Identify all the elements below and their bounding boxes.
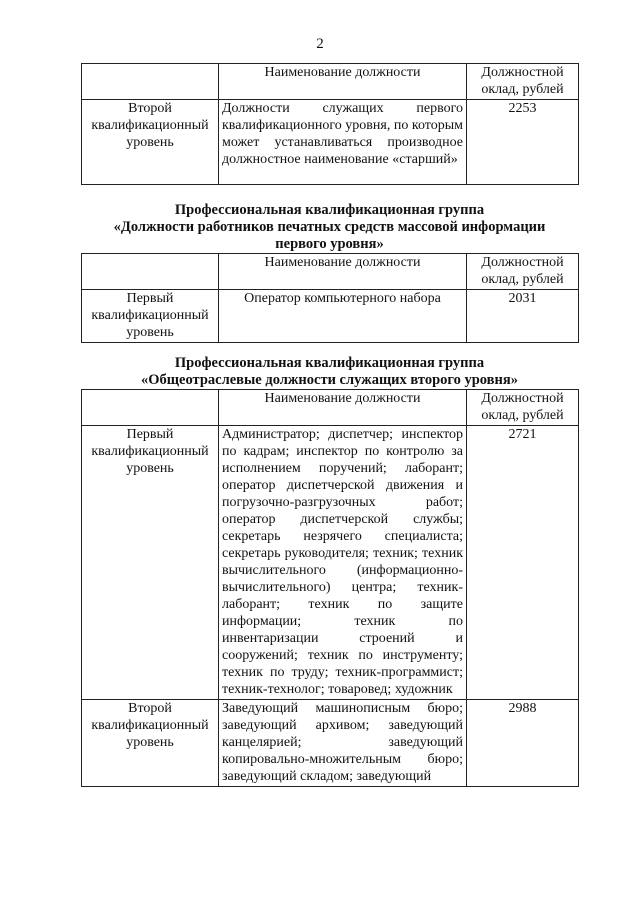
header-name-cell: Наименование должности — [219, 254, 467, 290]
header-salary-cell: Должностной оклад, рублей — [467, 254, 579, 290]
level-cell: Первый квалификационный уровень — [82, 290, 219, 343]
salary-cell: 2031 — [467, 290, 579, 343]
header-name-cell: Наименование должности — [219, 390, 467, 426]
table-section-1 — [81, 63, 579, 185]
level-cell: Первый квалификационный уровень — [82, 426, 219, 700]
page-number: 2 — [316, 36, 324, 52]
header-name-cell: Наименование должности — [219, 64, 467, 100]
header-salary-cell: Должностной оклад, рублей — [467, 64, 579, 100]
level-cell: Второй квалификационный уровень — [82, 700, 219, 787]
table-row — [82, 426, 579, 700]
group-title-section-3 — [81, 355, 578, 389]
table-header-row — [82, 64, 579, 100]
header-level-cell — [82, 64, 219, 100]
table-section-3 — [81, 389, 579, 787]
position-name-cell: Должности служащих первого квалификационного уровня, по которым может устанавливаться производное должностное наименование «старший» — [219, 100, 467, 185]
salary-cell: 2721 — [467, 426, 579, 700]
position-name-cell: Администратор; диспетчер; инспектор по кадрам; инспектор по контролю за исполнением поручений; лаборант; оператор диспетчерской движения и погрузочно-разгрузочных работ; оператор диспетчерской службы; секретарь незрячего специалиста; секретарь руководителя; техник; техник вычислительного (информационно- вычислительного) центра; техник-лаборант; техник по защите информации; техник по инвентаризации строений и сооружений; техник по инструменту; техник по труду; техник-программист; техник-технолог; товаровед; художник — [219, 426, 467, 700]
salary-cell: 2988 — [467, 700, 579, 787]
group-title-line: Профессиональная квалификационная группа — [174, 202, 485, 218]
group-title-line: Профессиональная квалификационная группа — [174, 355, 485, 371]
group-title-section-2 — [81, 202, 578, 253]
header-level-cell — [82, 390, 219, 426]
group-title-line: первого уровня» — [275, 236, 384, 252]
level-cell: Второй квалификационный уровень — [82, 100, 219, 185]
position-name-cell: Оператор компьютерного набора — [219, 290, 467, 343]
table-row — [82, 100, 579, 185]
position-name-cell: Заведующий машинописным бюро; заведующий архивом; заведующий канцелярией; заведующий копировально-множительным бюро; заведующий складом; заведующий — [219, 700, 467, 787]
table-header-row — [82, 254, 579, 290]
table-row — [82, 700, 579, 787]
salary-cell: 2253 — [467, 100, 579, 185]
group-title-line: «Общеотраслевые должности служащих второго уровня» — [141, 372, 518, 388]
table-row — [82, 290, 579, 343]
table-section-2 — [81, 253, 579, 343]
table-header-row — [82, 390, 579, 426]
header-salary-cell: Должностной оклад, рублей — [467, 390, 579, 426]
header-level-cell — [82, 254, 219, 290]
group-title-line: «Должности работников печатных средств массовой информации — [113, 219, 546, 235]
